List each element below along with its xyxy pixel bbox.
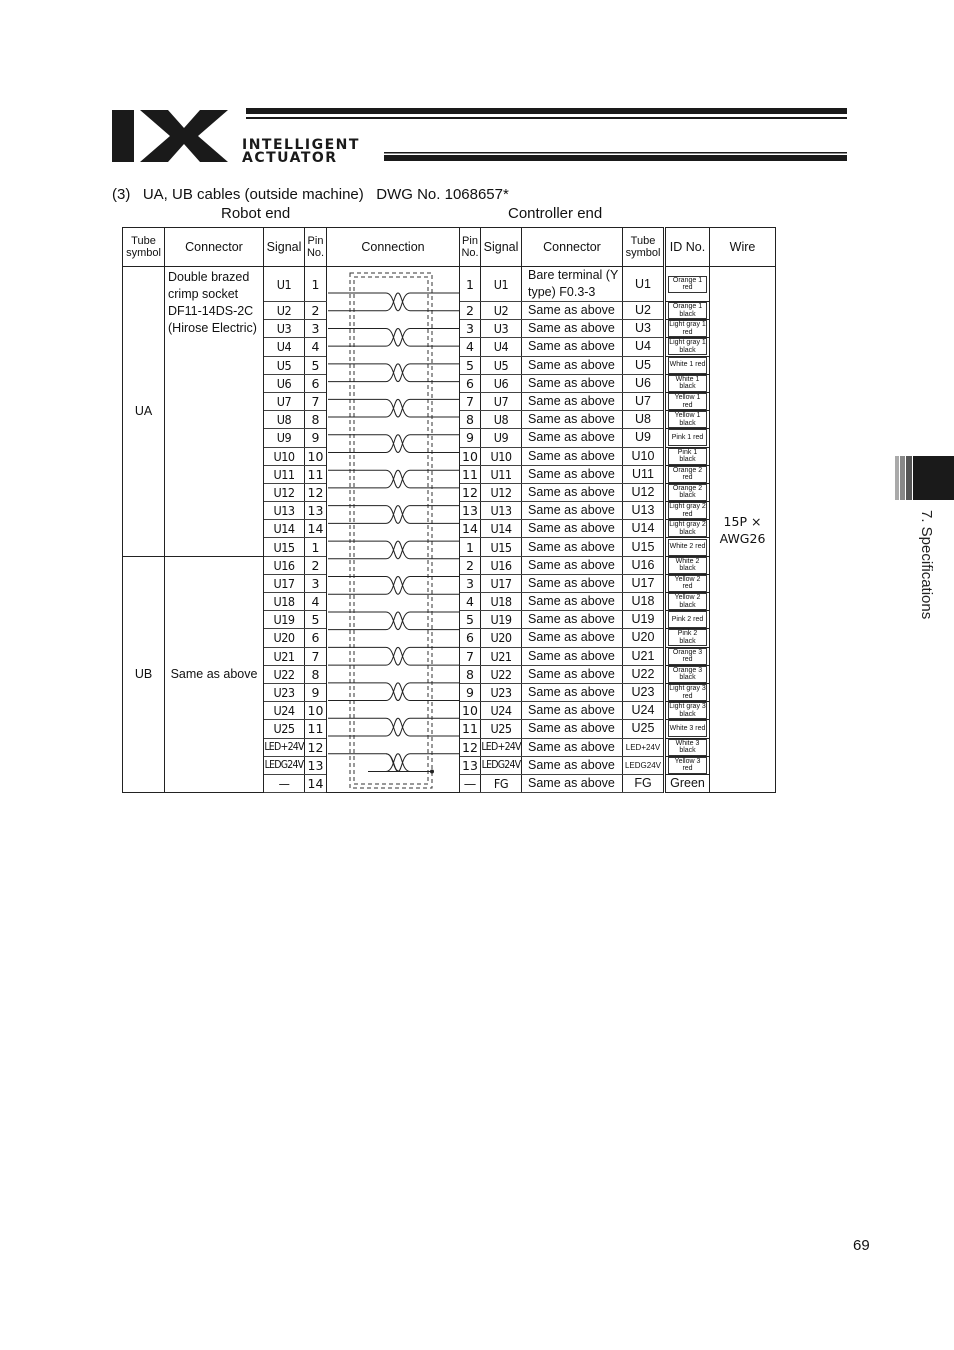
signal-right: U19 [481, 611, 522, 629]
connector-right: Same as above [522, 338, 623, 356]
twist-curve [386, 577, 410, 595]
id-no [665, 502, 710, 520]
signal-left: U4 [264, 338, 305, 356]
signal-right: U15 [481, 538, 522, 556]
pin-right: 6 [460, 374, 481, 392]
id-no [665, 374, 710, 392]
twist-curve [386, 506, 410, 524]
pin-left: 2 [305, 302, 327, 320]
connector-right: Same as above [522, 429, 623, 447]
pin-left: 4 [305, 593, 327, 611]
connector-right: Same as above [522, 411, 623, 429]
twist-curve [386, 541, 410, 559]
id-no-label: Pink 1 black [668, 448, 707, 465]
id-no [665, 611, 710, 629]
id-no [665, 356, 710, 374]
tube-symbol-right: U9 [623, 429, 665, 447]
header-tube-symbol-left: Tube symbol [123, 228, 165, 267]
connector-right: Same as above [522, 574, 623, 592]
pin-left: 14 [305, 774, 327, 792]
pin-right: 4 [460, 338, 481, 356]
signal-left: U15 [264, 538, 305, 556]
connector-right: Same as above [522, 538, 623, 556]
pin-left: 4 [305, 338, 327, 356]
tube-symbol-right: U19 [623, 611, 665, 629]
pin-left: 8 [305, 411, 327, 429]
pin-right: 8 [460, 411, 481, 429]
connector-right: Same as above [522, 683, 623, 701]
tube-symbol-right: U11 [623, 465, 665, 483]
id-no-label: Orange 1 red [668, 276, 707, 293]
signal-left: U20 [264, 629, 305, 647]
connector-right: Same as above [522, 593, 623, 611]
signal-right: LEDG24V [481, 756, 522, 774]
chapter-label-text: 7. Specifications [918, 510, 935, 620]
signal-right: U6 [481, 374, 522, 392]
twist-curve [386, 683, 410, 701]
tube-symbol-right: U4 [623, 338, 665, 356]
pin-right: 7 [460, 647, 481, 665]
connector-right: Same as above [522, 738, 623, 756]
id-no-label: Pink 1 red [668, 429, 707, 446]
signal-left: LED+24V [264, 738, 305, 756]
id-no-label: Light gray 1 black [669, 339, 706, 354]
tube-symbol-right: U12 [623, 483, 665, 501]
tube-symbol-right: U25 [623, 720, 665, 738]
twist-curve [386, 577, 410, 595]
pin-right: 2 [460, 556, 481, 574]
connector-right: Same as above [522, 720, 623, 738]
id-no [665, 702, 710, 720]
signal-right: U21 [481, 647, 522, 665]
pin-right: 13 [460, 756, 481, 774]
tube-symbol-right: U23 [623, 683, 665, 701]
tube-symbol-right: U7 [623, 392, 665, 410]
pin-right: 9 [460, 429, 481, 447]
pin-left: 2 [305, 556, 327, 574]
signal-left: U7 [264, 392, 305, 410]
signal-right: U4 [481, 338, 522, 356]
signal-right: U25 [481, 720, 522, 738]
pin-right: 4 [460, 593, 481, 611]
signal-right: U20 [481, 629, 522, 647]
pin-left: 13 [305, 502, 327, 520]
header-connector-left: Connector [165, 228, 264, 267]
tube-symbol-right: U2 [623, 302, 665, 320]
id-no [665, 267, 710, 302]
id-no-label: Light gray 3 red [669, 685, 706, 700]
pin-left: 1 [305, 267, 327, 302]
pin-right: 11 [460, 720, 481, 738]
signal-left: U17 [264, 574, 305, 592]
pin-right: 9 [460, 683, 481, 701]
signal-left: U6 [264, 374, 305, 392]
header-pin-right: Pin No. [460, 228, 481, 267]
id-no [665, 756, 710, 774]
connector-right: Same as above [522, 392, 623, 410]
controller-end-label: Controller end [508, 205, 603, 222]
id-no [665, 593, 710, 611]
twist-curve [386, 293, 410, 311]
group-ua-label: UA [123, 267, 165, 557]
pin-right: 7 [460, 392, 481, 410]
twist-curve [386, 470, 410, 488]
pin-right: 11 [460, 465, 481, 483]
pin-left: 11 [305, 720, 327, 738]
signal-left: U8 [264, 411, 305, 429]
id-no [665, 720, 710, 738]
tube-symbol-right: LEDG24V [623, 756, 665, 774]
twist-curve [386, 364, 410, 382]
id-no [665, 538, 710, 556]
signal-left: U19 [264, 611, 305, 629]
tube-symbol-right: U10 [623, 447, 665, 465]
id-no-label: Light gray 2 black [669, 521, 706, 536]
twist-curve [386, 718, 410, 736]
twist-curve [386, 506, 410, 524]
signal-left: U11 [264, 465, 305, 483]
signal-left: U18 [264, 593, 305, 611]
id-no-label: Yellow 2 red [668, 575, 707, 592]
twist-curve [386, 328, 410, 346]
signal-right: U22 [481, 665, 522, 683]
twist-curve [386, 364, 410, 382]
connector-right: Same as above [522, 502, 623, 520]
signal-right: U24 [481, 702, 522, 720]
connector-right: Same as above [522, 611, 623, 629]
shield-inner-outline [354, 277, 428, 784]
signal-left: U23 [264, 683, 305, 701]
header-connector-right: Connector [522, 228, 623, 267]
header-signal-left: Signal [264, 228, 305, 267]
signal-left: U25 [264, 720, 305, 738]
pin-right: 5 [460, 356, 481, 374]
id-no-label: Light gray 1 red [669, 321, 706, 336]
id-no-label: Orange 3 red [668, 648, 707, 665]
signal-right: U17 [481, 574, 522, 592]
connector-right: Same as above [522, 756, 623, 774]
header-tube-symbol-right: Tube symbol [623, 228, 665, 267]
id-no [665, 320, 710, 338]
twist-curve [386, 647, 410, 665]
tube-symbol-right: U5 [623, 356, 665, 374]
connector-right: Same as above [522, 774, 623, 792]
twist-curve [386, 399, 410, 417]
tube-symbol-right: U18 [623, 593, 665, 611]
connector-right: Same as above [522, 520, 623, 538]
id-no [665, 665, 710, 683]
id-no [665, 429, 710, 447]
tube-symbol-right: U17 [623, 574, 665, 592]
signal-right: FG [481, 774, 522, 792]
connector-right: Same as above [522, 647, 623, 665]
id-no [665, 338, 710, 356]
section-title: (3) UA, UB cables (outside machine) DWG No. 1068657* [112, 186, 509, 203]
page-number: 69 [853, 1237, 870, 1254]
pin-left: 10 [305, 447, 327, 465]
tube-symbol-right: U13 [623, 502, 665, 520]
id-no-label: White 2 black [668, 557, 707, 574]
brand-line2: ACTUATOR [242, 150, 338, 164]
connector-right: Same as above [522, 702, 623, 720]
pin-left: 6 [305, 629, 327, 647]
id-no [665, 574, 710, 592]
id-no-label: Pink 2 black [668, 629, 707, 646]
id-no-label: Yellow 3 red [668, 757, 707, 774]
id-no-label: Yellow 1 black [668, 411, 707, 428]
brand-line1: INTELLIGENT [242, 137, 360, 153]
header-id-no: ID No. [665, 228, 710, 267]
signal-right: LED+24V [481, 738, 522, 756]
signal-left: U14 [264, 520, 305, 538]
id-no [665, 411, 710, 429]
pin-right: 3 [460, 320, 481, 338]
signal-left: — [264, 774, 305, 792]
ix-logo-mark [112, 108, 847, 164]
pin-left: 13 [305, 756, 327, 774]
signal-right: U11 [481, 465, 522, 483]
id-no-label: Orange 2 black [668, 484, 707, 501]
signal-right: U14 [481, 520, 522, 538]
wire-spec: 15P × AWG26 [710, 267, 776, 793]
tube-symbol-right: FG [623, 774, 665, 792]
id-no [665, 738, 710, 756]
signal-left: U16 [264, 556, 305, 574]
signal-left: U5 [264, 356, 305, 374]
pin-left: 11 [305, 465, 327, 483]
id-no [665, 520, 710, 538]
signal-right: U8 [481, 411, 522, 429]
signal-right: U18 [481, 593, 522, 611]
pin-right: 2 [460, 302, 481, 320]
group-ub-label: UB [123, 556, 165, 792]
signal-right: U23 [481, 683, 522, 701]
tube-symbol-right: U6 [623, 374, 665, 392]
pin-right: 3 [460, 574, 481, 592]
pin-left: 12 [305, 483, 327, 501]
signal-right: U2 [481, 302, 522, 320]
id-no [665, 647, 710, 665]
shield-outline [350, 273, 432, 788]
signal-right: U3 [481, 320, 522, 338]
pin-left: 10 [305, 702, 327, 720]
pin-right: 1 [460, 538, 481, 556]
pin-right: 13 [460, 502, 481, 520]
twist-curve [386, 647, 410, 665]
pin-left: 3 [305, 320, 327, 338]
pin-left: 14 [305, 520, 327, 538]
connector-right: Same as above [522, 356, 623, 374]
header-connection: Connection [327, 228, 460, 267]
tube-symbol-right: U14 [623, 520, 665, 538]
connector-right: Same as above [522, 320, 623, 338]
id-no-label: White 3 red [668, 720, 707, 737]
pin-right: — [460, 774, 481, 792]
pin-left: 5 [305, 356, 327, 374]
id-no-label: White 3 black [668, 739, 707, 756]
signal-left: U1 [264, 267, 305, 302]
signal-left: U22 [264, 665, 305, 683]
connection-diagram [328, 266, 460, 798]
pin-right: 10 [460, 702, 481, 720]
connector-right: Same as above [522, 465, 623, 483]
signal-right: U9 [481, 429, 522, 447]
id-no [665, 629, 710, 647]
connector-right: Bare terminal (Y type) F0.3-3 [522, 267, 623, 302]
connector-right: Same as above [522, 556, 623, 574]
id-no-label: White 2 red [668, 539, 707, 556]
signal-right: U12 [481, 483, 522, 501]
id-no-label: Light gray 2 red [669, 503, 706, 518]
twist-curve [386, 328, 410, 346]
pin-left: 3 [305, 574, 327, 592]
connector-right: Same as above [522, 665, 623, 683]
id-no [665, 683, 710, 701]
connector-right: Same as above [522, 374, 623, 392]
fg-junction [430, 769, 434, 773]
id-no-label: Yellow 2 black [668, 593, 707, 610]
tube-symbol-right: U16 [623, 556, 665, 574]
id-no [665, 302, 710, 320]
signal-left: U21 [264, 647, 305, 665]
ub-connector: Same as above [165, 556, 264, 792]
twist-curve [386, 399, 410, 417]
chapter-tab [895, 456, 954, 500]
pin-right: 12 [460, 483, 481, 501]
signal-right: U13 [481, 502, 522, 520]
signal-left: U24 [264, 702, 305, 720]
pin-left: 9 [305, 683, 327, 701]
signal-right: U1 [481, 267, 522, 302]
ua-connector: Double brazed crimp socket DF11-14DS-2C (Hirose Electric) [165, 267, 264, 557]
pin-right: 14 [460, 520, 481, 538]
pin-left: 8 [305, 665, 327, 683]
pin-left: 5 [305, 611, 327, 629]
id-no [665, 465, 710, 483]
twist-curve [386, 718, 410, 736]
twist-curve [386, 435, 410, 453]
header-pin-left: Pin No. [305, 228, 327, 267]
pin-left: 9 [305, 429, 327, 447]
id-no-label: Orange 3 black [668, 666, 707, 683]
connector-right: Same as above [522, 447, 623, 465]
pin-right: 8 [460, 665, 481, 683]
id-no [665, 556, 710, 574]
twist-curve [386, 612, 410, 630]
tube-symbol-right: U22 [623, 665, 665, 683]
id-no-label: Orange 1 black [668, 302, 707, 319]
header-wire: Wire [710, 228, 776, 267]
tube-symbol-right: U1 [623, 267, 665, 302]
pin-left: 6 [305, 374, 327, 392]
id-no: Green [665, 774, 710, 792]
tube-symbol-right: U21 [623, 647, 665, 665]
tube-symbol-right: U15 [623, 538, 665, 556]
signal-left: U13 [264, 502, 305, 520]
id-no-label: White 1 black [668, 375, 707, 392]
pin-left: 7 [305, 392, 327, 410]
signal-left: U9 [264, 429, 305, 447]
table-header-row [123, 228, 776, 267]
id-no [665, 392, 710, 410]
id-no [665, 483, 710, 501]
pin-left: 12 [305, 738, 327, 756]
pin-right: 1 [460, 267, 481, 302]
signal-right: U7 [481, 392, 522, 410]
robot-end-label: Robot end [221, 205, 291, 222]
id-no-label: Yellow 1 red [668, 393, 707, 410]
id-no-label: Light gray 3 black [669, 703, 706, 718]
signal-left: U2 [264, 302, 305, 320]
signal-right: U16 [481, 556, 522, 574]
id-no [665, 447, 710, 465]
twist-curve [386, 683, 410, 701]
signal-left: U12 [264, 483, 305, 501]
connector-right: Same as above [522, 629, 623, 647]
id-no-label: Pink 2 red [668, 611, 707, 628]
chapter-label [908, 510, 944, 640]
id-no-label: White 1 red [668, 357, 707, 374]
twist-curve [386, 612, 410, 630]
twist-curve [386, 435, 410, 453]
pin-right: 12 [460, 738, 481, 756]
id-no-label: Orange 2 red [668, 466, 707, 483]
brand-logo [112, 108, 847, 164]
pin-right: 10 [460, 447, 481, 465]
tube-symbol-right: U3 [623, 320, 665, 338]
tube-symbol-right: U20 [623, 629, 665, 647]
connector-right: Same as above [522, 302, 623, 320]
pin-right: 6 [460, 629, 481, 647]
signal-left: LEDG24V [264, 756, 305, 774]
signal-right: U10 [481, 447, 522, 465]
header-signal-right: Signal [481, 228, 522, 267]
pin-left: 7 [305, 647, 327, 665]
pin-right: 5 [460, 611, 481, 629]
twist-curve [386, 541, 410, 559]
tube-symbol-right: LED+24V [623, 738, 665, 756]
twist-curve [386, 293, 410, 311]
signal-left: U3 [264, 320, 305, 338]
pin-left: 1 [305, 538, 327, 556]
signal-right: U5 [481, 356, 522, 374]
connector-right: Same as above [522, 483, 623, 501]
signal-left: U10 [264, 447, 305, 465]
twist-curve [386, 470, 410, 488]
tube-symbol-right: U8 [623, 411, 665, 429]
tube-symbol-right: U24 [623, 702, 665, 720]
